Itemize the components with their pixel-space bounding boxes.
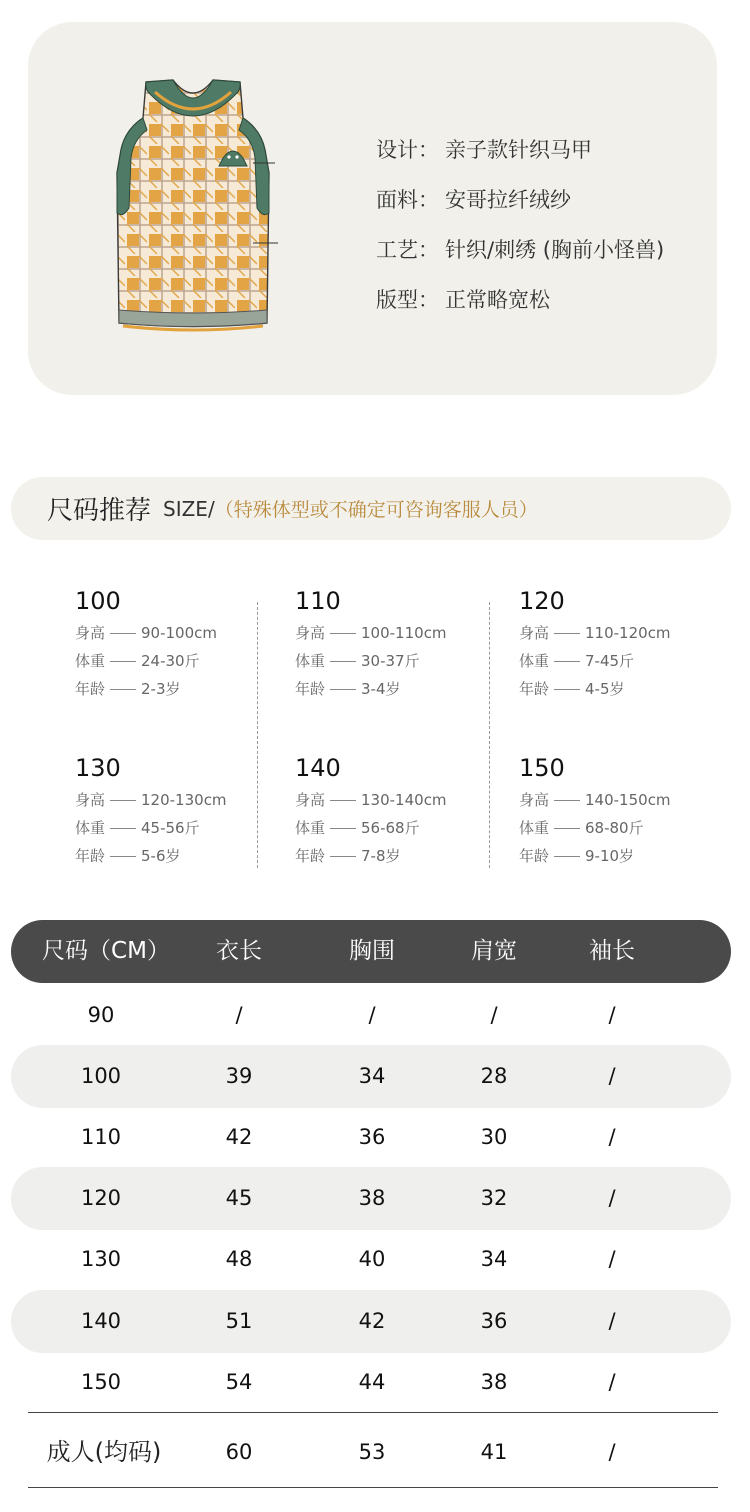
dash-divider <box>330 800 356 801</box>
cell-sleeve: / <box>608 1309 616 1333</box>
dash-divider <box>554 689 580 690</box>
cell-chest: / <box>368 1003 376 1027</box>
weight-value: 68-80斤 <box>585 819 644 837</box>
cell-sleeve: / <box>608 1247 616 1271</box>
dash-divider <box>110 828 136 829</box>
spec-list <box>376 124 664 324</box>
weight-value: 56-68斤 <box>361 819 420 837</box>
header-shoulder: 肩宽 <box>471 938 517 964</box>
cell-length: 42 <box>225 1125 253 1149</box>
header-sleeve: 袖长 <box>589 938 635 964</box>
weight-value: 30-37斤 <box>361 652 420 670</box>
height-label: 身高 <box>519 791 550 809</box>
weight-label: 体重 <box>519 652 550 670</box>
spec-value: 安哥拉纤绒纱 <box>445 188 571 212</box>
dash-divider <box>554 800 580 801</box>
height-label: 身高 <box>519 624 550 642</box>
cell-size: 110 <box>80 1125 122 1149</box>
spec-colon: ： <box>418 238 439 262</box>
age-value: 4-5岁 <box>585 680 625 698</box>
weight-line <box>295 814 495 842</box>
height-value: 120-130cm <box>141 791 227 809</box>
table-row <box>11 1045 731 1108</box>
dash-divider <box>554 828 580 829</box>
table-row-adult <box>11 1421 731 1484</box>
height-value: 100-110cm <box>361 624 447 642</box>
cell-length: 39 <box>225 1064 253 1088</box>
height-value: 90-100cm <box>141 624 218 642</box>
cell-sleeve: / <box>608 1440 616 1464</box>
weight-line <box>519 814 719 842</box>
cell-chest: 40 <box>358 1247 386 1271</box>
size-number: 150 <box>519 754 565 782</box>
table-row <box>11 1351 731 1414</box>
age-label: 年龄 <box>75 680 106 698</box>
age-label: 年龄 <box>295 680 326 698</box>
header-length: 衣长 <box>216 938 262 964</box>
table-row <box>11 1106 731 1169</box>
spec-value: 亲子款针织马甲 <box>445 138 592 162</box>
spec-colon: ： <box>418 138 439 162</box>
weight-value: 7-45斤 <box>585 652 635 670</box>
age-line <box>295 675 495 703</box>
height-line <box>519 786 719 814</box>
spec-row-fabric <box>376 174 664 224</box>
cell-shoulder: 34 <box>480 1247 508 1271</box>
weight-label: 体重 <box>295 819 326 837</box>
size-number: 110 <box>295 587 341 615</box>
cell-size: 成人(均码) <box>46 1438 162 1466</box>
cell-shoulder: 28 <box>480 1064 508 1088</box>
height-line <box>75 786 275 814</box>
height-label: 身高 <box>75 624 106 642</box>
cell-length: 60 <box>225 1440 253 1464</box>
cell-sleeve: / <box>608 1186 616 1210</box>
size-card-140 <box>295 750 495 880</box>
spec-value: 针织/刺绣 (胸前小怪兽) <box>445 238 665 262</box>
weight-label: 体重 <box>75 819 106 837</box>
dash-divider <box>110 800 136 801</box>
height-line <box>75 619 275 647</box>
cell-size: 140 <box>80 1309 122 1333</box>
cell-sleeve: / <box>608 1370 616 1394</box>
height-label: 身高 <box>295 624 326 642</box>
spec-row-craft <box>376 224 664 274</box>
size-number: 140 <box>295 754 341 782</box>
cell-chest: 44 <box>358 1370 386 1394</box>
size-card-120 <box>519 583 719 713</box>
cell-size: 120 <box>80 1186 122 1210</box>
table-divider <box>28 1412 718 1413</box>
cell-sleeve: / <box>608 1064 616 1088</box>
weight-line <box>295 647 495 675</box>
size-table-header <box>11 920 731 983</box>
spec-label: 工艺 <box>376 238 418 262</box>
spec-colon: ： <box>418 188 439 212</box>
cell-chest: 42 <box>358 1309 386 1333</box>
dash-divider <box>110 856 136 857</box>
age-label: 年龄 <box>75 847 106 865</box>
cell-size: 100 <box>80 1064 122 1088</box>
age-value: 7-8岁 <box>361 847 401 865</box>
size-card-130 <box>75 750 275 880</box>
spec-label: 面料 <box>376 188 418 212</box>
weight-line <box>519 647 719 675</box>
cell-size: 150 <box>80 1370 122 1394</box>
weight-label: 体重 <box>75 652 106 670</box>
table-divider <box>28 1487 718 1488</box>
height-line <box>295 786 495 814</box>
dash-divider <box>330 661 356 662</box>
spec-value: 正常略宽松 <box>445 288 550 312</box>
cell-sleeve: / <box>608 1125 616 1149</box>
cell-length: 48 <box>225 1247 253 1271</box>
dash-divider <box>554 661 580 662</box>
cell-shoulder: 32 <box>480 1186 508 1210</box>
cell-length: / <box>235 1003 243 1027</box>
age-line <box>75 842 275 870</box>
cell-shoulder: 38 <box>480 1370 508 1394</box>
age-value: 3-4岁 <box>361 680 401 698</box>
height-value: 130-140cm <box>361 791 447 809</box>
cell-chest: 34 <box>358 1064 386 1088</box>
age-value: 9-10岁 <box>585 847 635 865</box>
size-card-100 <box>75 583 275 713</box>
dash-divider <box>330 856 356 857</box>
dash-divider <box>554 633 580 634</box>
spec-colon: ： <box>418 288 439 312</box>
product-card <box>28 22 717 395</box>
dash-divider <box>554 856 580 857</box>
dash-divider <box>110 689 136 690</box>
height-line <box>519 619 719 647</box>
size-card-150 <box>519 750 719 880</box>
dash-divider <box>110 661 136 662</box>
cell-shoulder: 36 <box>480 1309 508 1333</box>
cell-size: 130 <box>80 1247 122 1271</box>
table-row <box>11 984 731 1047</box>
cell-shoulder: / <box>490 1003 498 1027</box>
height-label: 身高 <box>75 791 106 809</box>
age-line <box>519 675 719 703</box>
cell-size: 90 <box>87 1003 115 1027</box>
weight-label: 体重 <box>519 819 550 837</box>
age-value: 5-6岁 <box>141 847 181 865</box>
weight-value: 24-30斤 <box>141 652 200 670</box>
table-row <box>11 1167 731 1230</box>
age-label: 年龄 <box>519 847 550 865</box>
weight-line <box>75 647 275 675</box>
height-value: 110-120cm <box>585 624 671 642</box>
cell-sleeve: / <box>608 1003 616 1027</box>
size-number: 120 <box>519 587 565 615</box>
cell-chest: 38 <box>358 1186 386 1210</box>
spec-row-design <box>376 124 664 174</box>
age-value: 2-3岁 <box>141 680 181 698</box>
size-card-110 <box>295 583 495 713</box>
weight-value: 45-56斤 <box>141 819 200 837</box>
knit-vest-illustration <box>103 78 283 333</box>
table-row <box>11 1290 731 1353</box>
age-line <box>295 842 495 870</box>
size-grid <box>0 580 750 870</box>
cell-length: 51 <box>225 1309 253 1333</box>
section-title: 尺码推荐 <box>47 496 152 526</box>
weight-label: 体重 <box>295 652 326 670</box>
height-value: 140-150cm <box>585 791 671 809</box>
section-note: （特殊体型或不确定可咨询客服人员） <box>214 499 538 521</box>
dash-divider <box>330 633 356 634</box>
height-line <box>295 619 495 647</box>
age-line <box>75 675 275 703</box>
age-label: 年龄 <box>295 847 326 865</box>
cell-chest: 36 <box>358 1125 386 1149</box>
dash-divider <box>110 633 136 634</box>
cell-chest: 53 <box>358 1440 386 1464</box>
dash-divider <box>330 828 356 829</box>
height-label: 身高 <box>295 791 326 809</box>
cell-length: 54 <box>225 1370 253 1394</box>
size-number: 100 <box>75 587 121 615</box>
spec-row-fit <box>376 274 664 324</box>
header-chest: 胸围 <box>349 938 395 964</box>
dash-divider <box>330 689 356 690</box>
age-line <box>519 842 719 870</box>
age-label: 年龄 <box>519 680 550 698</box>
cell-shoulder: 30 <box>480 1125 508 1149</box>
size-number: 130 <box>75 754 121 782</box>
table-row <box>11 1228 731 1291</box>
header-size: 尺码（CM） <box>42 938 170 964</box>
size-recommendation-header <box>11 477 731 540</box>
spec-label: 设计 <box>376 138 418 162</box>
cell-shoulder: 41 <box>480 1440 508 1464</box>
weight-line <box>75 814 275 842</box>
section-subtitle: SIZE/ <box>163 496 215 521</box>
spec-label: 版型 <box>376 288 418 312</box>
cell-length: 45 <box>225 1186 253 1210</box>
